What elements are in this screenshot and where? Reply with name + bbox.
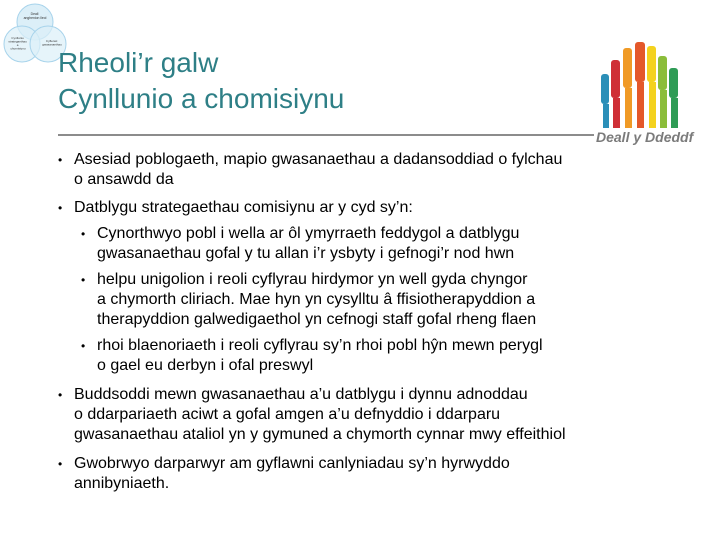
venn-left-label: Cynllunio strategaethau a chomisiynu	[8, 36, 27, 51]
raised-hands-logo	[597, 42, 683, 128]
bullet-marker: •	[58, 388, 63, 402]
hand-icon-6	[658, 56, 667, 128]
logo-text: Deall y Ddeddf	[596, 129, 694, 145]
hand-icon-7	[669, 68, 678, 128]
sub-item-2-line-1: helpu unigolion i reoli cyflyrau hirdymor yn well gyda chyngor	[97, 271, 528, 288]
sub-bullet-marker: •	[81, 227, 86, 241]
sub-bullet-marker: •	[81, 273, 86, 287]
hand-icon-5	[647, 46, 656, 128]
bullet-item-1-line-2: o ansawdd da	[74, 171, 174, 188]
sub-item-2-line-3: therapyddion galwedigaethol yn cefnogi staff gofal rheng flaen	[97, 311, 537, 328]
venn-top-label: Deall anghenion lleol	[23, 12, 47, 20]
bullet-item-1-line-1: Asesiad poblogaeth, mapio gwasanaethau a dadansoddiad o fylchau	[74, 151, 563, 168]
sub-item-2-line-2: a chymorth cliriach. Mae hyn yn cysylltu â ffisiotherapyddion a	[97, 291, 536, 308]
title-line-1: Rheoli’r galw	[58, 47, 219, 78]
bullet-item-4-line-2: annibyniaeth.	[74, 475, 170, 492]
title-divider	[58, 134, 594, 136]
hand-icon-3	[623, 48, 632, 128]
bullet-item-3-line-1: Buddsoddi mewn gwasanaethau a’u datblygu i dynnu adnoddau	[74, 386, 528, 403]
bullet-item-4-line-1: Gwobrwyo darparwyr am gyflawni canlyniadau sy’n hyrwyddo	[74, 455, 510, 472]
sub-item-3-line-2: o gael eu derbyn i ofal preswyl	[97, 357, 314, 374]
hand-icon-2	[611, 60, 620, 128]
sub-bullet-marker: •	[81, 339, 86, 353]
sub-item-1-line-2: gwasanaethau gofal y tu allan i’r ysbyty i gefnogi’r nod hwn	[97, 245, 515, 262]
bullet-marker: •	[58, 457, 63, 471]
hand-icon-1	[601, 74, 609, 128]
bullet-item-3-line-3: gwasanaethau ataliol yn y gymuned a chymorth cynnar mwy effeithiol	[74, 426, 566, 443]
bullet-item-3-line-2: o ddarpariaeth aciwt a gofal amgen a’u defnyddio i ddarparu	[74, 406, 501, 423]
sub-item-1-line-1: Cynorthwyo pobl i wella ar ôl ymyrraeth feddygol a datblygu	[97, 225, 520, 242]
bullet-marker: •	[58, 201, 63, 215]
sub-item-3-line-1: rhoi blaenoriaeth i reoli cyflyrau sy’n rhoi pobl hŷn mewn perygl	[97, 337, 543, 354]
bullet-marker: •	[58, 153, 63, 167]
page-title	[58, 45, 344, 117]
title-line-2: Cynllunio a chomisiynu	[58, 83, 345, 114]
venn-right-label: Cyflenwi gwasanaethau	[42, 39, 62, 47]
hand-icon-4	[635, 42, 645, 128]
bullet-item-2-line-1: Datblygu strategaethau comisiynu ar y cyd sy’n:	[74, 199, 413, 216]
